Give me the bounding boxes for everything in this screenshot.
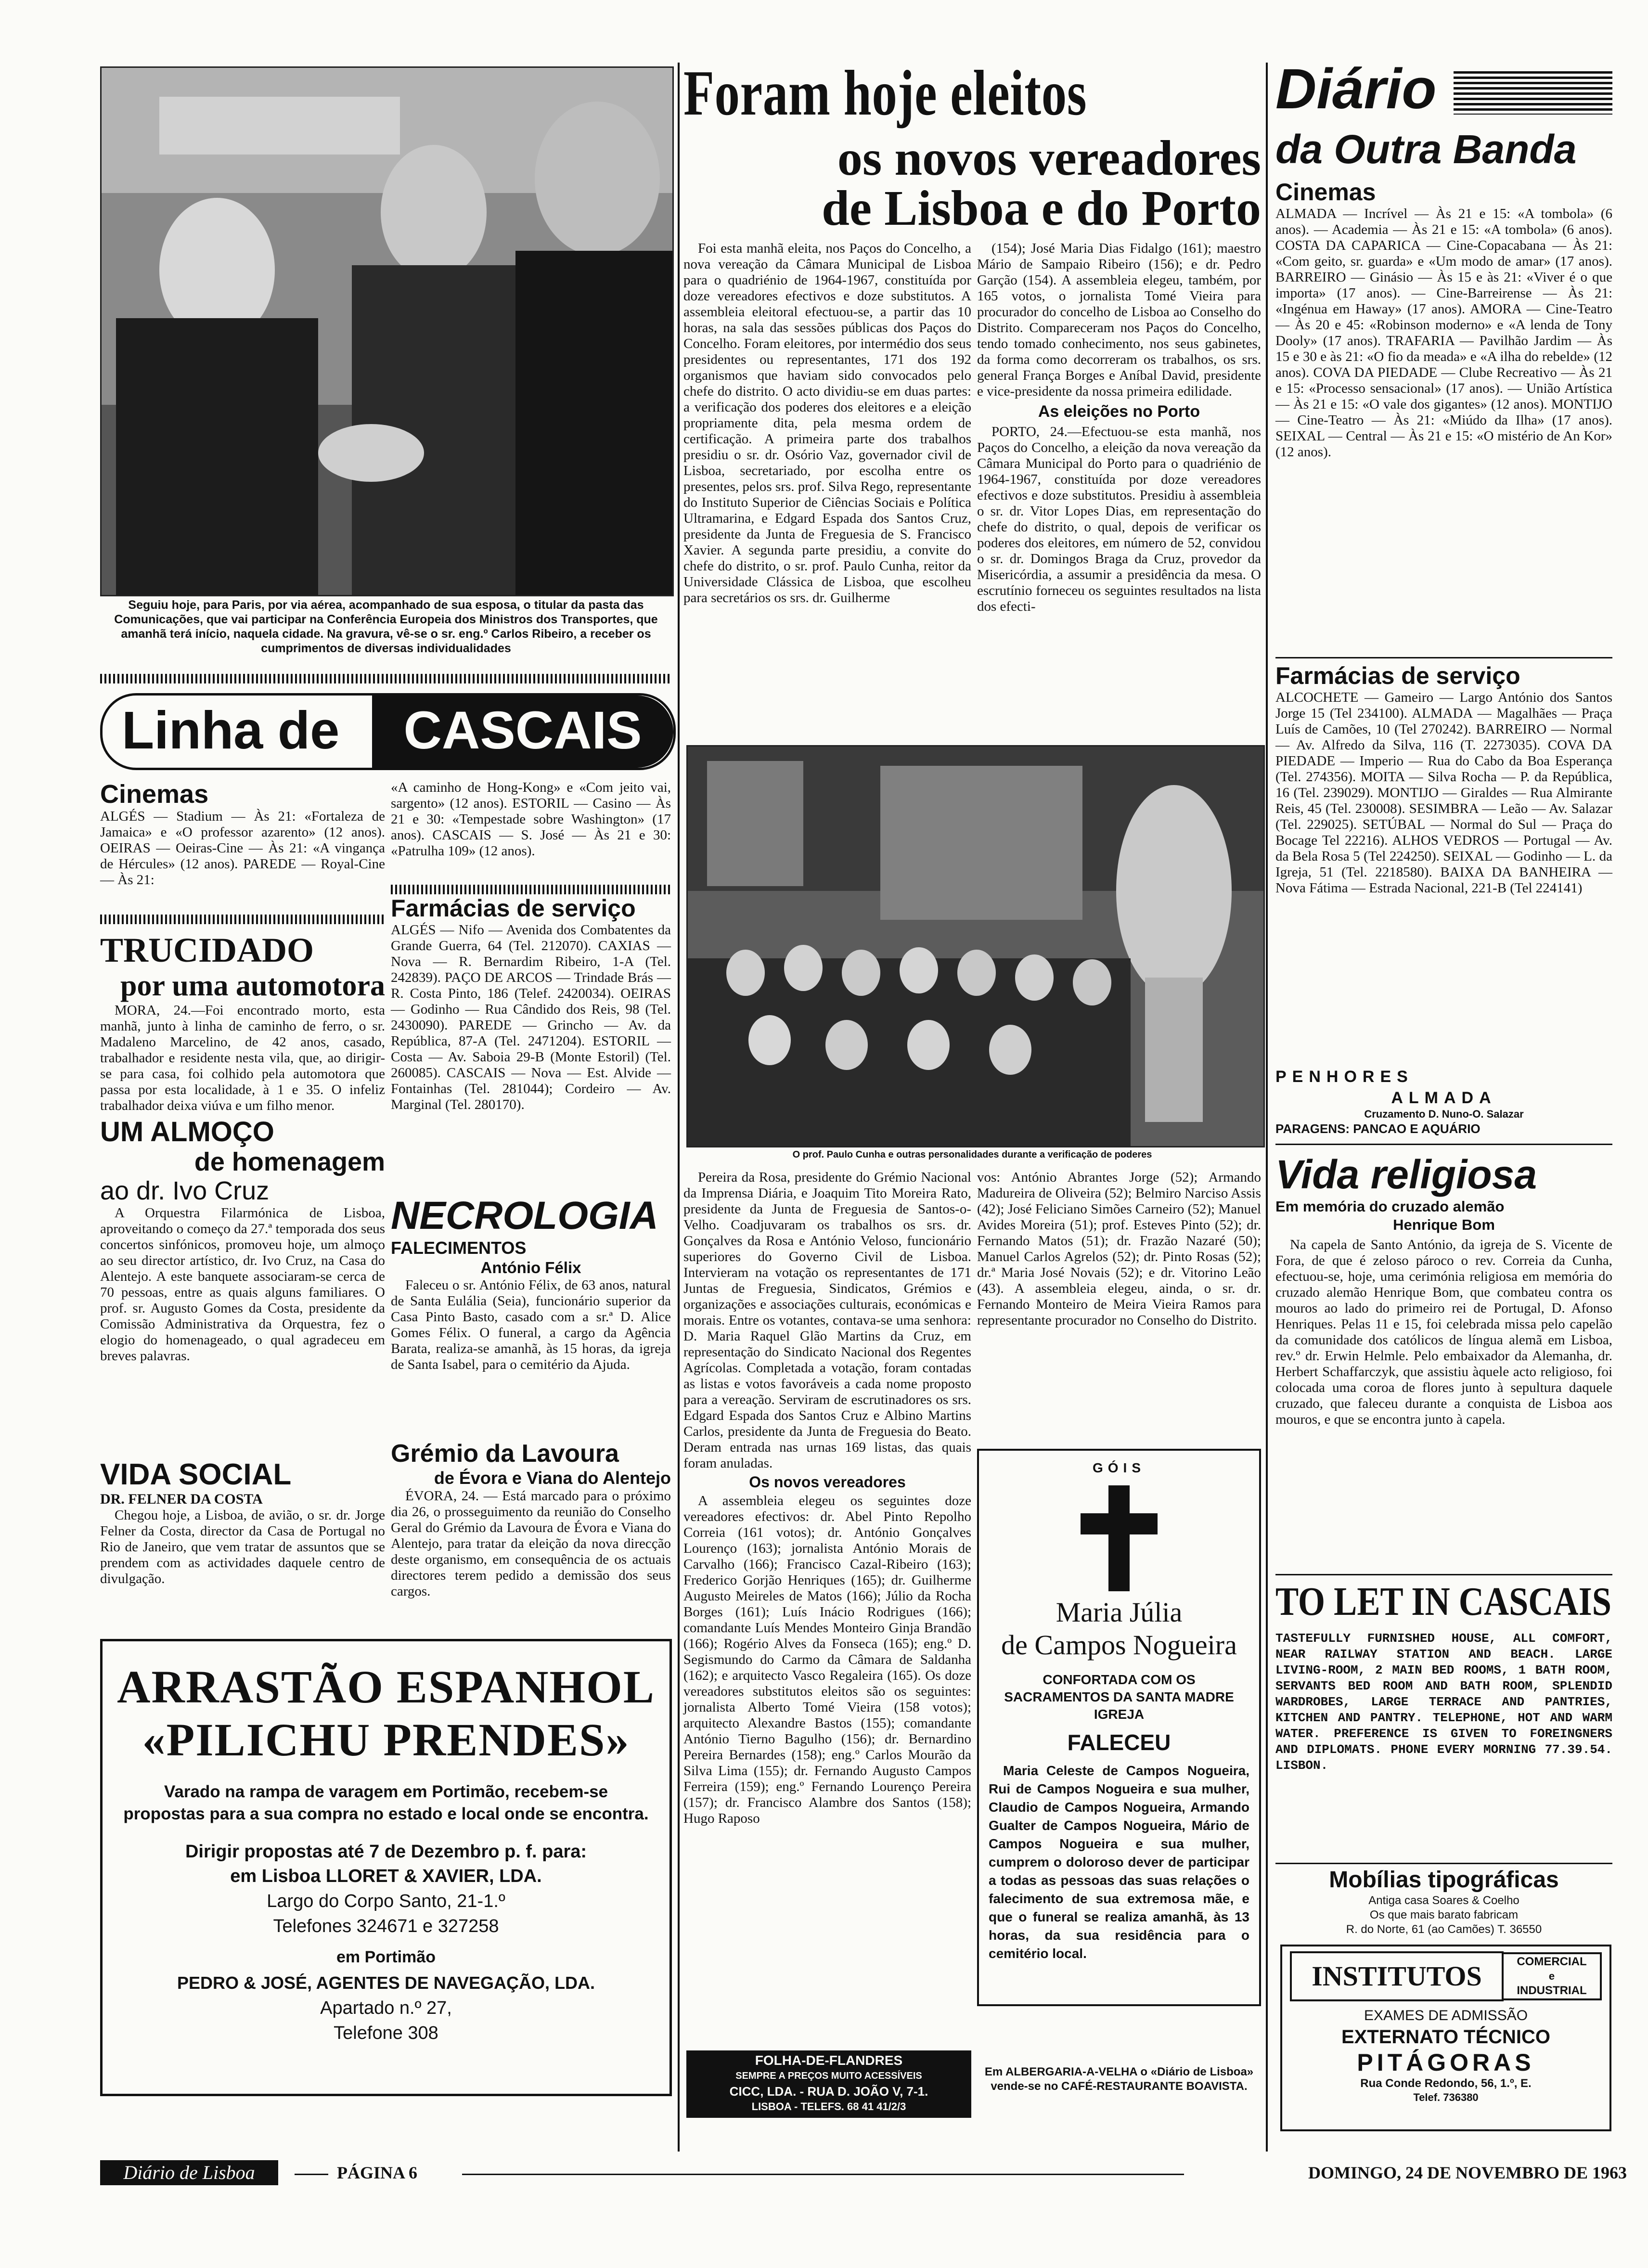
lead-cont-1	[683, 1170, 971, 1827]
institutos-line: EXTERNATO TÉCNICO	[1341, 2026, 1551, 2048]
gremio-text: ÉVORA, 24. — Está marcado para o próximo dia 26, o prosseguimento da reunião do Conselho Geral do Grémio da Lavoura de Évora e Viana do Alentejo, para tratar da eleição da nova direcção deste organismo, em consequência de os actuais directores terem pedido a demissão dos seus cargos.	[391, 1488, 671, 1599]
divider	[1275, 1144, 1612, 1145]
lead-photo	[686, 745, 1265, 1147]
folha-title: FOLHA-DE-FLANDRES	[755, 2053, 903, 2068]
necrologia-sub: FALECIMENTOS	[391, 1238, 527, 1258]
lead-photo-caption: O prof. Paulo Cunha e outras personalidades durante a verificação de poderes	[792, 1149, 1152, 1160]
gois-name: Maria Júlia	[1056, 1597, 1183, 1628]
footer-rule	[462, 2174, 1184, 2175]
folha-ad	[686, 2050, 971, 2118]
institutos-small: e	[1548, 1970, 1555, 1982]
cascais-banner-right: CASCAIS	[372, 696, 673, 768]
vida-religiosa-sub-2: Henrique Bom	[1393, 1216, 1495, 1233]
divider	[1275, 1574, 1612, 1575]
trucidado-text: MORA, 24.—Foi encontrado morto, esta manhã, junto à linha de caminho de ferro, o sr. Madaleno Marcelino, de 42 anos, casado, trabalhador e residente nesta vila, que, ao dirigir-se para casa, foi colhido pela automotora que passa por esta localidade, à 1 e 35. O infeliz trabalhador deixa viúva e um filho menor.	[100, 1003, 385, 1113]
almoco-subhead-2: ao dr. Ivo Cruz	[100, 1176, 270, 1205]
lead-column-1: Foi esta manhã eleita, nos Paços do Concelho, a nova vereação da Câmara Municipal de Lisboa para o quadriénio de 1964-1967, constituída por doze vereadores efectivos e doze substitutos. A assembleia eleitoral efectuou-se, a partir das 10 horas, na sala das sessões públicas dos Paços do Concelho. Foram eleitores, por intermédio dos seus presidentes ou representantes, 171 dos 192 organismos que haviam sido convocados pelo chefe do distrito. O acto dividiu-se em duas partes: a verificação dos poderes dos eleitores e a eleição propriamente dita, pela mesma ordem de certificação. A primeira parte dos trabalhos presidiu o sr. dr. Osório Vaz, governador civil de Lisboa, secretariado, por escolha entre os presentes, pelos srs. prof. Silva Rego, representante do Instituto Superior de Ciências Sociais e Política Ultramarina, e Edgard Espada dos Santos Cruz, presidente da Junta de Freguesia de S. Francisco Xavier. A segunda parte presidiu, a convite do chefe do distrito, o sr. prof. Paulo Cunha, reitor da Universidade Clássica de Lisboa, que escolheu para secretários os srs. dr. Guilherme	[683, 241, 971, 606]
folha-line: SEMPRE A PREÇOS MUITO ACESSÍVEIS	[735, 2071, 922, 2081]
footer-logo-text: Diário de Lisboa	[123, 2162, 255, 2183]
arrastao-line: Telefone 308	[334, 2023, 438, 2043]
lead-column-2b: PORTO, 24.—Efectuou-se esta manhã, nos Paços do Concelho, a eleição da nova vereação da Câmara Municipal do Porto para o quadriénio de 1964-1967, constituída por doze vereadores efectivos e doze substitutos. Presidiu à assembleia o sr. dr. Vitor Lopes Dias, em representação do chefe do distrito, o qual, depois de verificar os poderes dos eleitores, em número de 52, convidou o sr. dr. Domingos Braga da Cruz, provedor da Misericórdia, a assumir a presidência da mesa. O escrutínio forneceu os seguintes resultados na lista dos efecti-	[977, 424, 1261, 614]
vida-social-text: Chegou hoje, a Lisboa, de avião, o sr. dr. Jorge Felner da Costa, director da Casa de Portugal no Rio de Janeiro, que vem tratar de assuntos que se prendem com as actividades daquele centro de divulgação.	[100, 1508, 385, 1586]
lead-cont-3: vos: António Abrantes Jorge (52); Armando Madureira de Oliveira (52); Belmiro Narciso Assis (42); José Feliciano Simões Carneiro (52); Manuel Avides Moreira (51); prof. Esteves Pinto (52); dr. Fernando Matos (51); dr. Frazão Nazaré (50); Manuel Carlos Agrelos (52); dr. Pinto Rosas (52); dr.ª Maria José Novais (52); e dr. Vitorino Leão (43). A assembleia elegeu, ainda, o sr. dr. Fernando Monteiro de Meira Vieira Ramos para representante procurador no Conselho do Distrito.	[977, 1170, 1261, 1328]
lead-porto-head: As eleições no Porto	[1038, 402, 1200, 421]
divider	[1275, 1863, 1612, 1864]
penhores-line: Cruzamento D. Nuno-O. Salazar	[1364, 1108, 1524, 1120]
mobilias-line: Os que mais barato fabricam	[1369, 1908, 1519, 1921]
arrastao-title: ARRASTÃO ESPANHOL	[117, 1661, 655, 1713]
albergaria-notice: Em ALBERGARIA-A-VELHA o «Diário de Lisboa» vende-se no CAFÉ-RESTAURANTE BOAVISTA.	[984, 2065, 1254, 2093]
arrastao-line: PEDRO & JOSÉ, AGENTES DE NAVEGAÇÃO, LDA.	[177, 1973, 595, 1993]
cascais-cinemas-text: ALGÉS — Stadium — Às 21: «Fortaleza de Jamaica» e «O professor azarento» (12 anos). OEIRAS — Oeiras-Cine — Às 21: «A vingança de Hércules» (12 anos). PAREDE — Royal-Cine — Às 21:	[100, 809, 385, 888]
gois-name-2: de Campos Nogueira	[1001, 1629, 1237, 1661]
top-photo-caption: Seguiu hoje, para Paris, por via aérea, acompanhado de sua esposa, o titular da pasta das Comunicações, que vai participar na Conferência Europeia dos Ministros dos Transportes, que amanhã terá início, naquela cidade. Na gravura, vê-se o sr. eng.º Carlos Ribeiro, a receber os cumprimentos de diversas individualidades	[114, 598, 658, 655]
ob-cinemas-head: Cinemas	[1275, 179, 1376, 206]
necrologia-name: António Félix	[480, 1259, 581, 1276]
lead-headline-3: de Lisboa e do Porto	[822, 180, 1261, 236]
column-rule	[678, 63, 680, 2152]
cascais-farmacias-text: ALGÉS — Nifo — Avenida dos Combatentes da Grande Guerra, 64 (Tel. 212070). CAXIAS — Nova — R. Bernardim Ribeiro, 1-A (Tel. 242839). PAÇO DE ARCOS — Trindade Brás — R. Costa Pinto, 186 (Telef. 2420034). OEIRAS — Godinho — Rua Cândido dos Reis, 98 (Tel. 2430090). PAREDE — Grincho — Av. da República, 87-A (Tel. 2471204). ESTORIL — Costa — Av. Saboia 29-B (Monte Estoril) (Tel. 260085). CASCAIS — Nova — Est. Alvide —Fontainhas (Tel. 281044); Cordeiro — Av. Marginal (Tel. 280170).	[391, 922, 671, 1112]
cross-icon	[1081, 1485, 1158, 1591]
gremio-sub: de Évora e Viana do Alentejo	[434, 1468, 671, 1488]
trucidado-subhead: por uma automotora	[120, 969, 385, 1002]
arrastao-line: em Lisboa LLORET & XAVIER, LDA.	[230, 1866, 542, 1886]
footer-date: DOMINGO, 24 DE NOVEMBRO DE 1963	[1308, 2163, 1627, 2182]
necrologia-text: Faleceu o sr. António Félix, de 63 anos, natural de Santa Eulália (Seia), funcionário superior da Casa Pinto Basto, casado com a sr.ª D. Alice Gomes Félix. O funeral, a cargo da Agência Barata, realiza-se amanhã, às 15 horas, da igreja de Santa Isabel, para o cemitério da Ajuda.	[391, 1277, 671, 1372]
arrastao-ad	[100, 1639, 672, 2096]
vida-religiosa-head: Vida religiosa	[1275, 1152, 1537, 1197]
gois-text: Maria Celeste de Campos Nogueira, Rui de Campos Nogueira e sua mulher, Claudio de Campos Nogueira, Armando Gualter de Campos Nogueira, Mário de Campos Nogueira e sua mulher, cumprem o doloroso dever de participar a todas as pessoas das suas relações o falecimento de sua extremosa mãe, e que o funeral se realiza amanhã, às 13 horas, da sua residência para o cemitério local.	[989, 1763, 1249, 1961]
gois-place: GÓIS	[1092, 1460, 1146, 1475]
vida-social-subhead: DR. FELNER DA COSTA	[100, 1491, 263, 1507]
arrastao-line: Dirigir propostas até 7 de Dezembro p. f. para:	[185, 1842, 587, 1862]
institutos-line: Telef. 736380	[1413, 2091, 1479, 2103]
almoco-text: A Orquestra Filarmónica de Lisboa, aproveitando o começo da 27.ª temporada dos seus concertos sinfónicos, promoveu hoje, um almoço ao seu director artístico, dr. Ivo Cruz, na Casa do Alentejo. A este banquete associaram-se cerca de 70 pessoas, entre as quais alguns familiares. O prof. sr. Augusto Gomes da Costa, presidente da Comissão Administrativa da Orquestra, fez o elogio do homenageado, o qual agradeceu em breves palavras.	[100, 1205, 385, 1364]
folha-line: LISBOA - TELEFS. 68 41 41/2/3	[751, 2100, 906, 2113]
cascais-cinemas-cont: «A caminho de Hong-Kong» e «Com jeito vai, sargento» (12 anos). ESTORIL — Casino — Às 21 e 30: «Tempestade sobre Washington» (17 anos). CASCAIS — S. José — Às 21 e 30: «Patrulha 109» (12 anos).	[391, 780, 671, 859]
gois-faleceu: FALECEU	[1067, 1730, 1171, 1755]
divider	[1275, 657, 1612, 658]
vida-religiosa-text: Na capela de Santo António, da igreja de S. Vicente de Fora, de que é zeloso pároco o rev. Correia da Cunha, efectuou-se, hoje, uma cerimónia religiosa em memória do cruzado alemão Henrique Bom, que combateu contra os mouros ao lado do primeiro rei de Portugal, D. Afonso Henriques. Pelas 11 e 15, foi celebrada missa pelo capelão da comunidade dos católicos de língua alemã em Lisboa, rev.º dr. Erwin Helmle. Pelo embaixador da Alemanha, dr. Herbert Schaffarczyk, que assistiu àquele acto religioso, foi colocada uma coroa de flores junto à sepultura daquele cruzado, que faleceu durante a conquista de Lisboa aos mouros, e que se encontra junto à capela.	[1275, 1237, 1612, 1427]
lead-headline-2: os novos vereadores	[837, 130, 1261, 186]
ob-farmacias-text: ALCOCHETE — Gameiro — Largo António dos Santos Jorge 15 (Tel 234100). ALMADA — Magalhães — Praça Luís de Camões, 10 (Tel 270242). BARREIRO — Normal — Av. Alfredo da Silva, 116 (T. 2273035). COVA DA PIEDADE — Imperio — Rua do Cabo da Boa Esperança (Tel. 274356). MOITA — Silva Rocha — P. da República, 16 (Tel. 239029). MONTIJO — Giraldes — Rua Almirante Reis, 45 (Tel. 230008). SESIMBRA — Leão — Av. Salazar (Tel. 229025). SETÚBAL — Normal do Sul — Praça do Bocage Tel 22216). ALHOS VEDROS — Portugal — Av. da Bela Rosa 5 (Tel 224250). SEIXAL — Godinho — L. da Igreja, 51 (Tel. 2218580). BAIXA DA BANHEIRA — Nova Fátima — Estrada Nacional, 221-B (Tel 224141)	[1275, 690, 1612, 896]
divider	[100, 674, 671, 683]
cascais-banner	[100, 693, 676, 770]
almoco-head: UM ALMOÇO	[100, 1116, 274, 1147]
gois-obituary	[977, 1449, 1261, 2006]
necrologia-head: NECROLOGIA	[391, 1194, 658, 1237]
gremio-head: Grémio da Lavoura	[391, 1440, 619, 1468]
divider	[391, 885, 671, 894]
arrastao-title-2: «PILICHU PRENDES»	[142, 1714, 630, 1765]
arrastao-line: Largo do Corpo Santo, 21-1.º	[267, 1891, 505, 1911]
footer-rule	[295, 2174, 328, 2175]
column-rule	[1266, 63, 1268, 2152]
lead-novos-head: Os novos vereadores	[749, 1473, 906, 1491]
arrastao-line: Telefones 324671 e 327258	[273, 1916, 499, 1936]
cascais-farmacias-head: Farmácias de serviço	[391, 895, 636, 922]
penhores-line: PARAGENS: PANCAO E AQUÁRIO	[1275, 1121, 1481, 1136]
institutos-small: INDUSTRIAL	[1517, 1984, 1587, 1997]
mobilias-line: Antiga casa Soares & Coelho	[1368, 1894, 1519, 1907]
cascais-cinemas-head: Cinemas	[100, 780, 209, 809]
institutos-line: Rua Conde Redondo, 56, 1.º, E.	[1360, 2077, 1532, 2090]
arrastao-line: Apartado n.º 27,	[320, 1998, 452, 2018]
lead-cont-2-text: A assembleia elegeu os seguintes doze vereadores efectivos: dr. Abel Pinto Repolho Correia (161 votos); dr. António Gonçalves Lourenço (163); jornalista António Morais de Carvalho (166); Francisco Cazal-Ribeiro (163); Frederico Gorjão Henriques (165); dr. Guilherme Augusto Meireles de Matos (166); Júlio da Rocha Borges (161); Luís Inácio Rodrigues (166); comandante Luís Mendes Monteiro Ginja Brandão (166); Rogério Alves da Fonseca (165); eng.º D. Segismundo do Carmo da Câmara de Saldanha (162); e arquitecto Vasco Regaleira (165). Os doze vereadores substitutos eleitos são os seguintes: jornalista Alberto Tomé Vieira (158 votos); arquitecto Alexandre Bastos (155); comandante António Tierno Bagulho (156); dr. Bernardino Pereira Bernardes (158); eng.º Carlos Mourão da Silva Lima (155); dr. Fernando Augusto Campos Ferreira (159); eng.º Fernando Lourenço Pereira (157); dr. Francisco Alambre dos Santos (158); Hugo Raposo	[683, 1493, 971, 1826]
folha-line: CICC, LDA. - RUA D. JOÃO V, 7-1.	[729, 2084, 928, 2099]
divider	[100, 915, 385, 924]
vida-religiosa-sub: Em memória do cruzado alemão	[1275, 1198, 1505, 1215]
trucidado-head: TRUCIDADO	[100, 931, 314, 969]
institutos-ad	[1280, 1945, 1611, 2131]
institutos-line: EXAMES DE ADMISSÃO	[1364, 2008, 1528, 2023]
lead-headline: Foram hoje eleitos	[683, 57, 1087, 129]
ob-farmacias-head: Farmácias de serviço	[1275, 662, 1520, 689]
almoco-subhead: de homenagem	[194, 1147, 385, 1176]
footer-page: PÁGINA 6	[337, 2163, 418, 2182]
arrastao-line: em Portimão	[336, 1948, 436, 1966]
cascais-banner-left: Linha de	[122, 701, 340, 760]
ob-cinemas-text: ALMADA — Incrível — Às 21 e 15: «A tombola» (6 anos). — Academia — Às 21 e 15: «A tombola» (6 anos). COSTA DA CAPARICA — Cine-Copacabana — Às 21: «Com geito, sr. guarda» e «Um modo de amar» (17 anos). BARREIRO — Ginásio — Às 15 e às 21: «Viver é o que importa» (17 anos). — Cine-Barreirense — Às 21: «Ingénua em Haway» (17 anos). AMORA — Cine-Teatro — Às 20 e 45: «Robinson moderno» e «A lenda de Tony Dooly» (17 anos). TRAFARIA — Pavilhão Jardim — Às 15 e 30 e às 21: «O fio da meada» e «A ilha do rebelde» (12 anos). COVA DA PIEDADE — Clube Recreativo — Às 21 e 15: «Processo sensacional» (17 anos). — União Artística — Às 21 e 15: «O vale dos gigantes» (12 anos). MONTIJO — Cine-Teatro — Às 21: «Miúdo da Ilha» (17 anos). SEIXAL — Central — Às 21 e 15: «O mistério de An Kor» (12 anos).	[1275, 206, 1612, 460]
to-let-head: TO LET IN CASCAIS	[1275, 1579, 1611, 1624]
gois-confortada: CONFORTADA COM OS SACRAMENTOS DA SANTA MADRE IGREJA	[1004, 1672, 1234, 1722]
institutos-big: INSTITUTOS	[1290, 1951, 1504, 2001]
to-let-text: TASTEFULLY FURNISHED HOUSE, ALL COMFORT, NEAR RAILWAY STATION AND BEACH. LARGE LIVING-ROOM, 2 MAIN BED ROOMS, 1 BATH ROOM, SERVANTS BED ROOM AND BATH ROOM, SPLENDID WARDROBES, LARGE TERRACE AND PANTRIES, KITCHEN AND PANTRY. TELEPHONE, HOT AND WARM WATER. PREFERENCE IS GIVEN TO FOREINGNERS AND DIPLOMATS. PHONE EVERY MORNING 77.39.54. LISBON.	[1275, 1631, 1612, 1773]
lead-cont-1-text: Pereira da Rosa, presidente do Grémio Nacional da Imprensa Diária, e Joaquim Tito Moreira Rato, presidente da Junta de Freguesia de Santos-o-Velho. Coadjuvaram os trabalhos os srs. dr. Gonçalves da Rosa e António Veloso, funcionário superiores do Governo Civil de Lisboa. Intervieram na votação os representantes de 171 Juntas de Freguesia, Sindicatos, Grémios e organizações e associações culturais, económicas e morais. Entre os votantes, contava-se uma senhora: D. Maria Raquel Glão Martins da Cruz, em representação do Sindicato Nacional dos Regentes Agrícolas. Completada a votação, foram contadas as listas e votos favoráveis a cada nome proposto para a vereação. Serviram de escrutinadores os srs. Edgard Espada dos Santos Cruz e Albino Martins Carlos, presidente da Junta de Freguesia do Beato. Deram entrada nas urnas 169 listas, das quais foram anuladas.	[683, 1170, 971, 1471]
institutos-small: COMERCIAL	[1517, 1955, 1587, 1968]
masthead-title: Diário	[1275, 57, 1437, 121]
arrastao-line: Varado na rampa de varagem em Portimão, recebem-se propostas para a sua compra no estado e local onde se encontra.	[123, 1782, 649, 1823]
mobilias-head: Mobílias tipográficas	[1329, 1867, 1559, 1893]
footer-logo	[100, 2160, 278, 2185]
mobilias-line: R. do Norte, 61 (ao Camões) T. 36550	[1346, 1923, 1542, 1936]
masthead-stripes	[1454, 71, 1612, 115]
penhores-line: ALMADA	[1391, 1089, 1497, 1107]
penhores-head: PENHORES	[1275, 1068, 1414, 1086]
vida-social-head: VIDA SOCIAL	[100, 1458, 292, 1491]
top-photo	[100, 66, 674, 596]
lead-column-2a: (154); José Maria Dias Fidalgo (161); maestro Mário de Sampaio Ribeiro (156); e dr. Pedro Garção (154). A assembleia elegeu, também, por 165 votos, o jornalista Tomé Vieira para procurador do concelho de Lisboa ao Conselho do Distrito. Compareceram nos Paços do Concelho, tendo tomado conhecimento, nos seus gabinetes, da forma como decorreram os trabalhos, os srs. general França Borges e Aníbal David, presidente e vice-presidente da nossa primeira edilidade.	[977, 241, 1261, 399]
masthead-subtitle: da Outra Banda	[1275, 127, 1577, 172]
institutos-line: PITÁGORAS	[1357, 2049, 1535, 2076]
